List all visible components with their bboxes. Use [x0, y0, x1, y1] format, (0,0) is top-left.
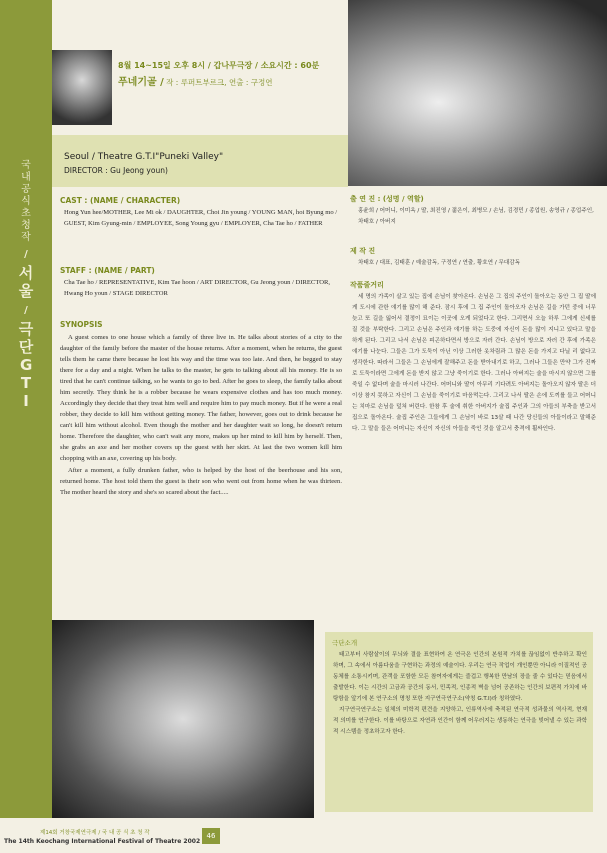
korean-cast-text: 홍윤희 / 어머니, 이미옥 / 딸, 최진영 / 젊은이, 최병모 / 손님, 김경민 / 종업원, 송영규 / 종업주인, 차태호 / 아버지 [358, 208, 594, 225]
troupe-intro-body [333, 650, 587, 738]
staff-text: Cha Tae ho / REPRESENTATIVE, Kim Tae hoon / ART DIRECTOR, Gu Jeong youn / DIRECTOR, Hwang Ho youn / STAGE DIRECTOR [64, 279, 331, 297]
english-director: DIRECTOR : Gu Jeong youn) [64, 166, 168, 175]
performers-photo-top [348, 0, 607, 186]
english-title: Seoul / Theatre G.T.I"Puneki Valley" [64, 152, 224, 162]
korean-synopsis-paragraph: 세 명의 가족이 살고 있는 집에 손님이 찾아온다. 손님은 그 집의 주인이 돌아오는 동안 그 집 딸에게 도시에 관한 얘기를 많이 해 준다. 잠시 후에 그 집 주인이 돌아오자 손님은 길을 가던 중에 너무 늦고 또 길을 잃어서 결정이 묘이는 이곳에 오게 되었다고 한다. 그리면서 오늘 하루 그에게 신세를 질 것을 부탁한다. 그리고 손님은 주인과 얘기를 하는 도중에 자신이 돈을 많이 지니고 있다고 말을 하게 된다. 그리고 나서 손님은 피곤하다면서 방으로 자러 간다. 손님이 방으로 자러 간 후에 가족은 얘기를 나눈다. 그들은 그가 도둑이 아닌 이상 그러한 옷차림과 그 많은 돈을 가지고 다닐 리 없다고 생각한다. 따라서 그들은 그 손님에게 잘해주고 돈을 받아내기로 하고, 그러나 그들은 만약 그가 진짜로 도둑이라면 그에게 돈을 받지 않고 그냥 죽이기로 한다. 그러나 아버지는 술을 마시지 않으면 그를 죽일 수 없다며 술을 마시러 나간다. 어머니와 딸이 아무리 기다려도 아버지는 돌아오지 않자 딸은 더 이상 참지 못하고 자신이 그 손님을 죽이기로 마음먹는다. 그리고 나서 딸은 손에 도끼를 들고 어머니는 치마로 손님을 덮쳐 버린다. 한참 후 술에 취한 아버지가 술집 주인과 그의 아들의 부축을 받고서 집으로 돌아온다. 술집 주인은 그들에게 그 손님이 바로 13살 때 나간 당신들의 아들이라고 말해준다. 그 말을 들은 어머니는 자신이 자신의 아들을 죽인 것을 알고서 충격에 휩싸인다. [352, 294, 596, 432]
sidebar-city: 서울 [18, 264, 34, 300]
synopsis-paragraph-2: After a moment, a fully drunken father, who is helped by the host of the beerhouse and his son, returned home. The host told them the guest is their son who went out from home when he was thirteen. The mother heard the story and she's so scared about the fact..... [60, 467, 342, 496]
cast-heading: CAST : (NAME / CHARACTER) [60, 196, 181, 205]
page-number: 46 [202, 828, 220, 844]
play-title: 푸네기골 / [118, 77, 164, 88]
play-title-korean [118, 73, 272, 88]
korean-cast-heading: 출 연 진 : (성명 / 역할) [350, 195, 424, 203]
korean-staff-heading: 제 작 진 [350, 247, 376, 255]
korean-staff-text: 차태호 / 대표, 김태훈 / 예술감독, 구정연 / 연출, 황호연 / 무대감독 [358, 260, 521, 266]
korean-synopsis-heading: 작품줄거리 [350, 281, 384, 289]
synopsis-paragraph-1: A guest comes to one house which a family of three live in. He talks about stories of a city to the daughter of the family before the master of the house returns. After a moment, when he returns, the guest tells them he came there because he lost his way and the time was too late. And then, he begged to stay there for a day and a night. When he talks to the master, he gets to talking about all his money. He is so tired that he can't continue talking, so he wants to go to bed. After he goes to sleep, the family talks about him secretly. They think he is a robber because he wears expensive clothes and has too much money. Accordingly they decide that they treat him well and require him to pay much money. But if he were a real robber, they decide to kill him without getting money. The father, however, goes out to drink because he can't kill him without alcohol. Even though the mother and her daughter wait so long, he doesn't return home. Therefore the daughter, who can't wait any more, makes up her mind to kill him by herself. Then, she grabs an axe and her mother covers up the guest with her skirt. At last the two women kill him chopping with an axe, covering up his body. [60, 334, 342, 462]
sidebar-troupe: 극단 [18, 320, 34, 356]
director-portrait-photo [52, 50, 112, 125]
cast-text: Hong Yun hee/MOTHER, Lee Mi ok / DAUGHTER, Choi Jin young / YOUNG MAN, hoi Byung mo / GUEST, Kim Gyung-min / EMPLOYEE, Song Young gyu / EMPLOYER, Cha Tae ho / FATHER [64, 209, 338, 227]
footer-english: The 14th Keochang International Festival of Theatre 2002 [4, 838, 201, 845]
korean-synopsis-body [352, 292, 596, 435]
synopsis-body [60, 332, 342, 498]
schedule-line: 8월 14~15일 오후 8시 / 갑나무극장 / 소요시간 : 60분 [118, 61, 320, 70]
troupe-intro-paragraph-2: 지구연극연구소는 일체의 미학적 편견을 지양하고, 인류역사에 축적된 연극적 성과물의 역사적, 현재적 의미를 연구한다. 이를 바탕으로 자연과 인간이 함께 어우러지는 생동하는 연극을 빚어낼 수 있는 과학적 시스템을 정초하고자 한다. [333, 707, 587, 735]
author-director-credit: 작 : 루퍼트부르크, 연출 : 구정연 [163, 78, 273, 87]
troupe-intro-heading: 극단소개 [332, 639, 358, 647]
sidebar-official-invitation: 국내공식초청작 [21, 160, 31, 243]
footer-korean: 제14회 거창국제연극제 / 국 내 공 식 초 청 작 [40, 830, 150, 836]
staff-heading: STAFF : (NAME / PART) [60, 266, 155, 275]
sidebar-labels: 국내공식초청작 / 서울 / 극단 GTI [18, 160, 34, 410]
sidebar-abbr: GTI [20, 356, 33, 410]
troupe-intro-paragraph-1: 태고부터 사람살이의 무늬와 결을 표현하여 온 연극은 인간의 본원적 가치를 끊임없이 반추하고 확인하며, 그 속에서 아름다움을 구현하는 과정의 예술이다. 우리는 연극 작업이 개인뿐만 아니라 이질적인 공동체를 소통시키며, 관객을 포함한 모든 참여자에게는 즐겁고 행복한 만남의 장을 줄 수 있다는 믿음에서 출발한다. 이는 시간의 고금과 공간의 동서, 민족적, 인종적 벽을 넘어 공존하는 인간의 보편적 가치에 바탕함을 앞기에 본 연구소의 명칭 또한 지구연극연구소(약칭 G.T.I)라 칭하였다. [333, 652, 587, 702]
synopsis-heading: SYNOPSIS [60, 320, 103, 329]
performance-scene-photo [52, 620, 314, 818]
